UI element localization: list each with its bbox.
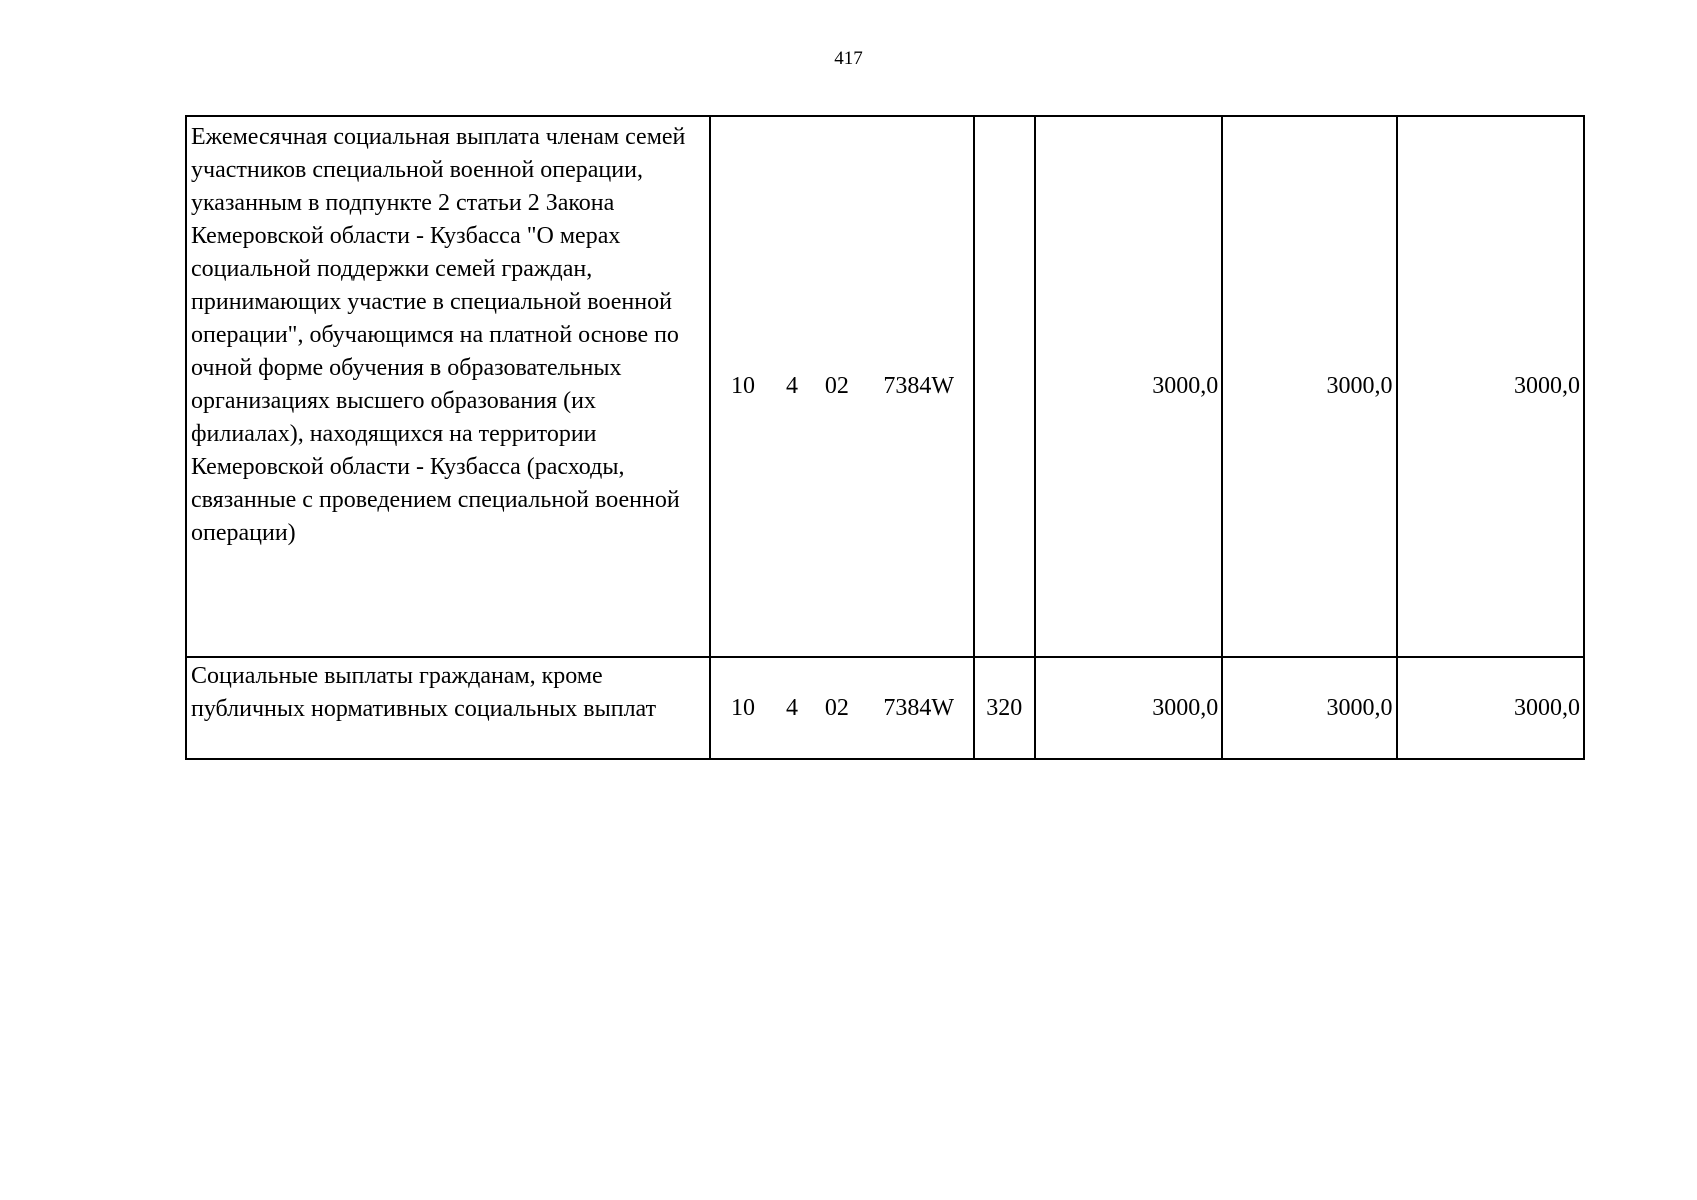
subprogram-code: 02	[824, 694, 849, 721]
expense-name-cell: Социальные выплаты гражданам, кроме публичных нормативных социальных выплат	[186, 657, 710, 759]
amount-cell-3: 3000,0	[1397, 116, 1584, 657]
classification-code-cell	[710, 657, 974, 759]
amount-cell-1: 3000,0	[1035, 657, 1222, 759]
expense-type-cell	[974, 116, 1035, 657]
budget-table	[185, 115, 1585, 760]
table-row	[186, 657, 1584, 759]
section-code: 10	[731, 373, 756, 399]
section-code: 10	[731, 694, 756, 721]
classification-code-cell	[710, 116, 974, 657]
expense-type-cell: 320	[974, 657, 1035, 759]
direction-code: 7384W	[883, 373, 955, 399]
amount-cell-3: 3000,0	[1397, 657, 1584, 759]
subprogram-code: 02	[824, 373, 849, 399]
amount-cell-2: 3000,0	[1222, 657, 1396, 759]
page-number: 417	[834, 48, 863, 69]
program-code: 4	[785, 373, 798, 399]
amount-cell-1: 3000,0	[1035, 116, 1222, 657]
table-row	[186, 116, 1584, 657]
direction-code: 7384W	[883, 694, 955, 721]
amount-cell-2: 3000,0	[1222, 116, 1396, 657]
expense-name-cell: Ежемесячная социальная выплата членам семей участников специальной военной операции, указанным в подпункте 2 статьи 2 Закона Кемеровской области - Кузбасса "О мерах социальной поддержки семей граждан, принимающих участие в специальной военной операции", обучающимся на платной основе по очной форме обучения в образовательных организациях высшего образования (их филиалах), находящихся на территории Кемеровской области - Кузбасса (расходы, связанные с проведением специальной военной операции)	[186, 116, 710, 657]
program-code: 4	[785, 694, 798, 721]
